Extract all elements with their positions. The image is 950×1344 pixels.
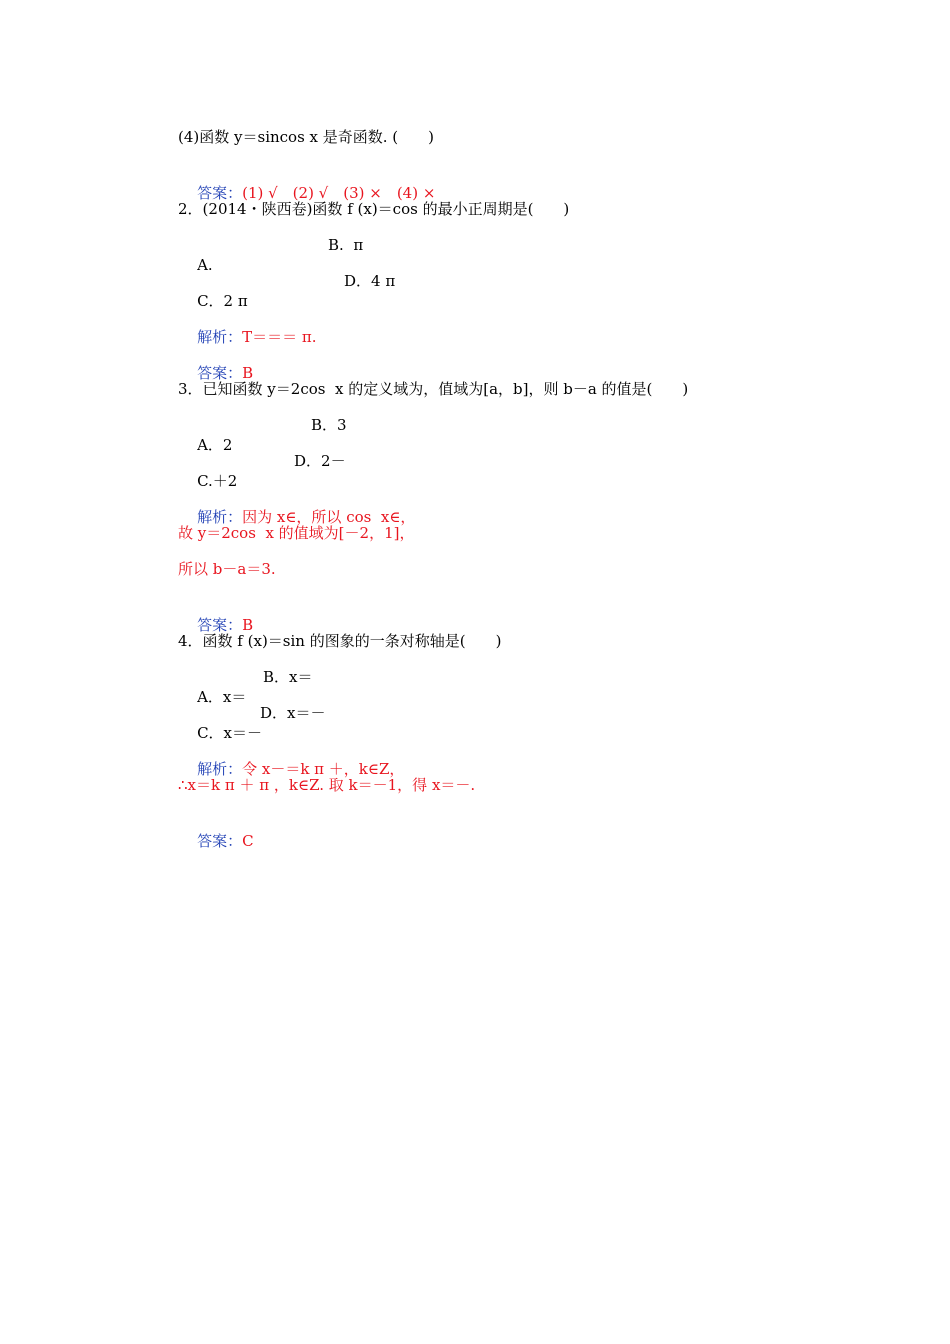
option-c: C.＋2 <box>197 472 238 490</box>
q4-options-ab <box>178 667 313 706</box>
q3-analysis-line1 <box>178 487 416 526</box>
q4-stem: 4．函数 f (x)＝sin 的图象的一条对称轴是( ) <box>178 632 502 650</box>
answer-label: 答案： <box>197 616 243 634</box>
analysis-label: 解析： <box>197 328 243 346</box>
option-d: D．2－ <box>294 452 346 470</box>
option-d: D．x＝－ <box>260 704 326 722</box>
answer-label: 答案： <box>197 832 243 850</box>
analysis-label: 解析： <box>197 508 243 526</box>
q2-analysis <box>178 307 317 346</box>
q2-options-ab <box>178 235 364 274</box>
q3-analysis-line3: 所以 b－a＝3. <box>178 560 276 578</box>
option-b: B. π <box>328 236 364 254</box>
answer-text: B <box>242 364 254 382</box>
q4-answer <box>178 811 254 850</box>
q3-analysis-line2: 故 y＝2cos x 的值域为[－2，1]， <box>178 524 415 542</box>
option-b: B．3 <box>311 416 347 434</box>
analysis-text: 因为 x∈，所以 cos x∈， <box>242 508 416 526</box>
q4-options-cd <box>178 703 326 742</box>
q1-item4: (4)函数 y＝sincos x 是奇函数. ( ) <box>178 128 435 146</box>
analysis-text: 令 x－＝k π ＋，k∈Z， <box>242 760 405 778</box>
analysis-label: 解析： <box>197 760 243 778</box>
q3-answer <box>178 595 254 634</box>
option-a: A．2 <box>197 436 233 454</box>
option-b: B．x＝ <box>263 668 313 686</box>
q3-options-ab <box>178 415 347 454</box>
answer-label: 答案： <box>197 364 243 382</box>
option-d: D．4 π <box>344 272 396 290</box>
q3-stem: 3．已知函数 y＝2cos x 的定义域为，值域为[a，b]，则 b－a 的值是( ) <box>178 380 689 398</box>
q3-options-cd <box>178 451 346 490</box>
answer-text: B <box>242 616 254 634</box>
q2-stem: 2．(2014・陕西卷)函数 f (x)＝cos 的最小正周期是( ) <box>178 200 570 218</box>
q4-analysis-line2: ∴x＝k π ＋ π ，k∈Z. 取 k＝－1，得 x＝－. <box>178 776 476 794</box>
q2-answer <box>178 343 254 382</box>
q4-analysis-line1 <box>178 739 405 778</box>
analysis-text: T＝＝＝ π. <box>242 328 317 346</box>
answer-text: C <box>242 832 254 850</box>
answer-text: (1) √ (2) √ (3) × (4) × <box>242 184 436 202</box>
option-c: C．2 π <box>197 292 248 310</box>
option-a: A. <box>197 256 213 274</box>
answer-label: 答案： <box>197 184 243 202</box>
option-c: C．x＝－ <box>197 724 263 742</box>
q2-options-cd <box>178 271 396 310</box>
option-a: A．x＝ <box>197 688 247 706</box>
q1-answer <box>178 163 436 202</box>
